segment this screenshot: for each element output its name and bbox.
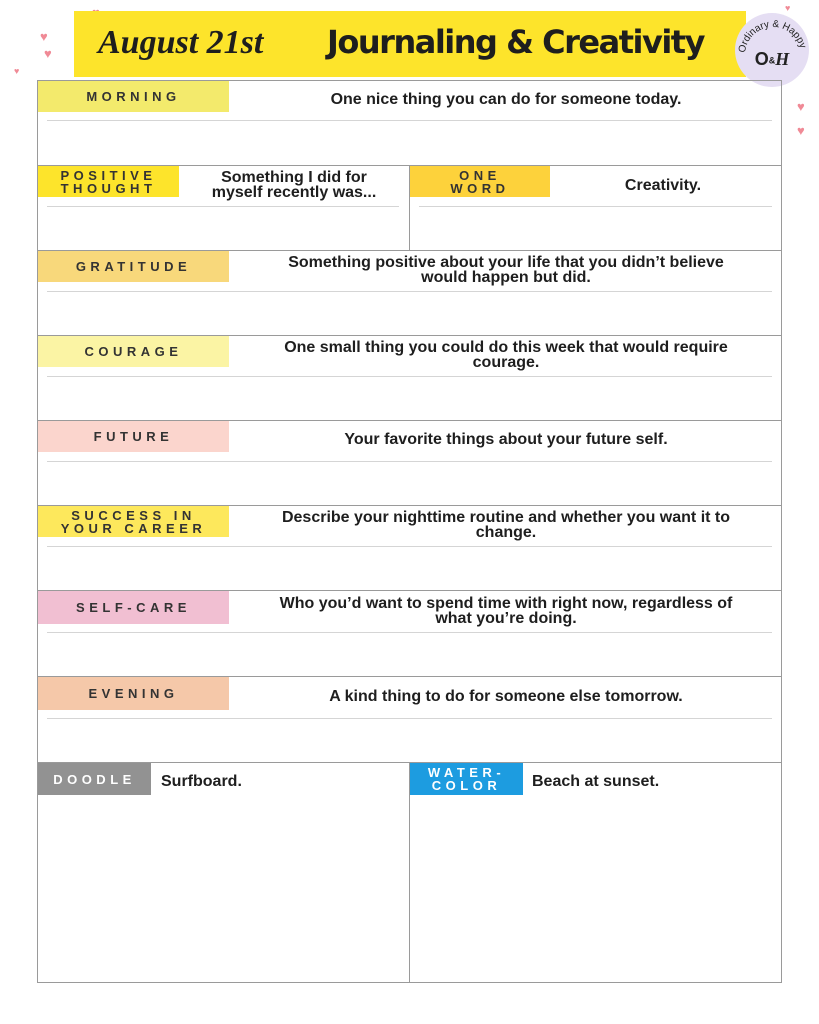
success-tag: SUCCESS IN YOUR CAREER xyxy=(38,506,229,537)
doodle-prompt: Surfboard. xyxy=(161,772,242,790)
writing-line xyxy=(47,376,772,377)
self-care-tag: SELF-CARE xyxy=(38,591,229,624)
writing-line xyxy=(419,206,772,207)
heart-icon: ♥ xyxy=(797,123,805,138)
logo-arc-text: Ordinary & Happy xyxy=(736,18,809,54)
writing-line xyxy=(47,206,399,207)
watercolor-prompt: Beach at sunset. xyxy=(532,772,660,790)
writing-line xyxy=(47,120,772,121)
heart-icon: ♥ xyxy=(14,66,20,76)
page-title: Journaling & Creativity xyxy=(327,23,704,61)
self-care-prompt: Who you’d want to spend time with right now, regardless of what you’re doing. xyxy=(279,595,733,627)
writing-line xyxy=(47,461,772,462)
courage-tag: COURAGE xyxy=(38,336,229,367)
column-divider xyxy=(409,763,410,982)
writing-line xyxy=(47,546,772,547)
logo-mark-amp: & xyxy=(768,55,776,66)
doodle-tag: DOODLE xyxy=(38,763,151,795)
logo-mark-o: O xyxy=(754,49,769,69)
evening-tag: EVENING xyxy=(38,677,229,710)
morning-prompt: One nice thing you can do for someone today. xyxy=(330,90,682,108)
one-word-prompt: Creativity. xyxy=(624,176,702,194)
evening-prompt: A kind thing to do for someone else tomorrow. xyxy=(329,687,683,705)
gratitude-prompt: Something positive about your life that you didn’t believe would happen but did. xyxy=(288,254,724,286)
heart-icon: ♥ xyxy=(40,29,48,44)
success-prompt: Describe your nighttime routine and whether you want it to change. xyxy=(281,509,731,541)
brand-logo xyxy=(735,13,809,87)
positive-thought-tag: POSITIVE THOUGHT xyxy=(38,166,179,197)
page-date: August 21st xyxy=(98,24,264,61)
morning-tag: MORNING xyxy=(38,81,229,112)
writing-line xyxy=(47,718,772,719)
logo-mark xyxy=(749,49,795,70)
writing-line xyxy=(47,632,772,633)
future-tag: FUTURE xyxy=(38,421,229,452)
heart-icon: ♥ xyxy=(797,99,805,114)
heart-icon: ♥ xyxy=(44,46,52,61)
logo-mark-h: H xyxy=(775,49,790,69)
courage-prompt: One small thing you could do this week that would require courage. xyxy=(284,339,728,371)
watercolor-tag: WATER- COLOR xyxy=(410,763,523,795)
gratitude-tag: GRATITUDE xyxy=(38,251,229,282)
writing-line xyxy=(47,291,772,292)
heart-icon: ♥ xyxy=(785,3,791,13)
positive-thought-prompt: Something I did for myself recently was... xyxy=(211,169,377,201)
future-prompt: Your favorite things about your future self. xyxy=(344,430,668,448)
one-word-tag: ONE WORD xyxy=(410,166,550,197)
